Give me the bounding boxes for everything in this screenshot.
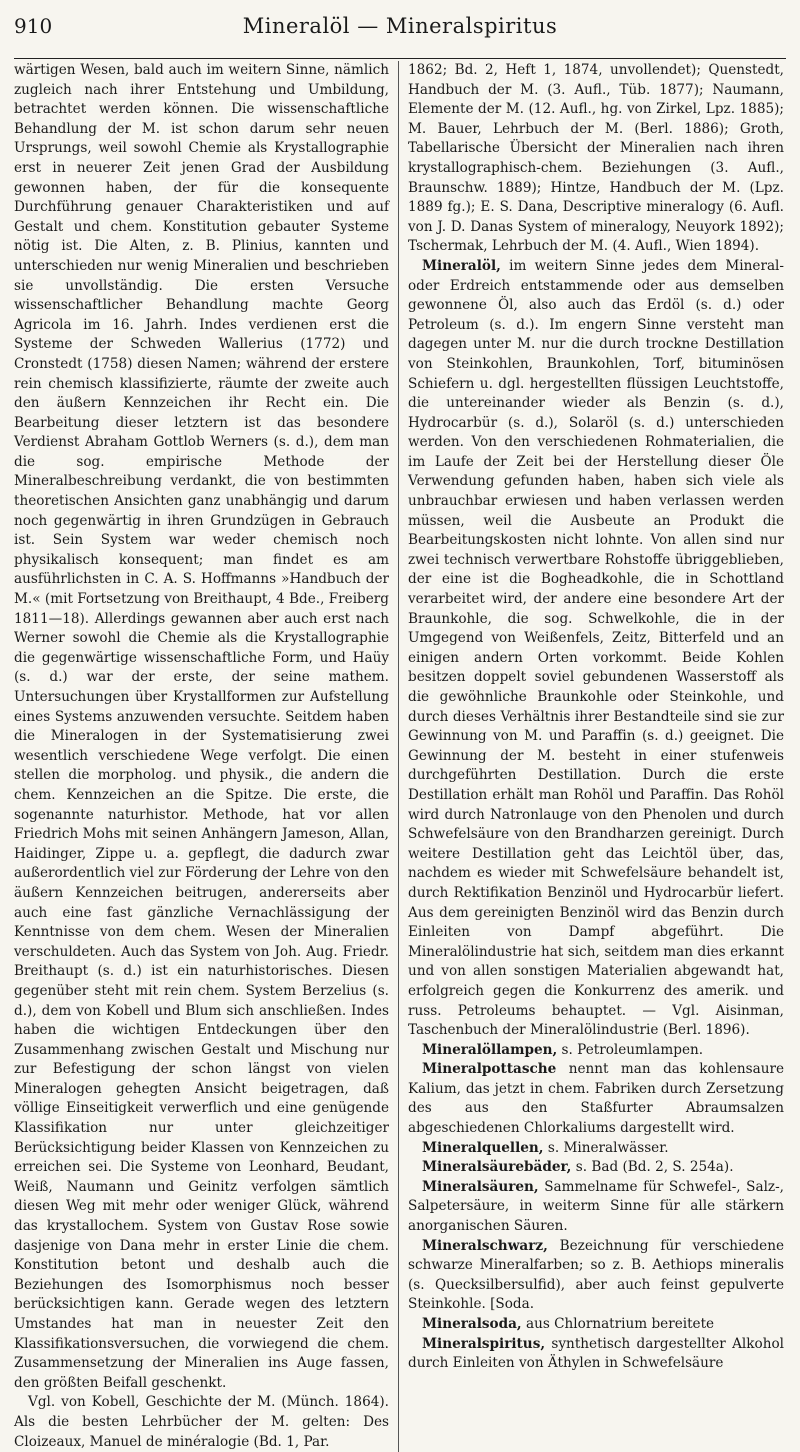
- entry-text: s. Petroleumlampen.: [557, 1041, 704, 1058]
- entry-text: s. Mineralwässer.: [543, 1139, 669, 1156]
- lemma-mineralschwarz: Mineralschwarz,: [422, 1237, 548, 1254]
- entry-text: synthetisch dargestellter Alkohol durch Einleiten von Äthylen in Schwefelsäure: [408, 1335, 784, 1372]
- entry-mineralspiritus: [408, 1335, 784, 1374]
- lemma-mineraloellampen: Mineralöllampen,: [422, 1041, 558, 1058]
- entry-mineralsaeurebaeder: [408, 1158, 784, 1178]
- lemma-mineralquellen: Mineralquellen,: [422, 1139, 544, 1156]
- entry-mineralquellen: [408, 1139, 784, 1159]
- mineralogie-history-paragraph: wärtigen Wesen, bald auch im weitern Sinne, nämlich zugleich nach ihrer Entstehung und Umbildung, betrachtet werden können. Die wissenschaftliche Behandlung der M. ist schon darum sehr neuen Ursprungs, weil sowohl Chemie als Krystallographie erst in neuerer Zeit jenen Grad der Ausbildung gewonnen haben, der für die konsequente Durchführung genauer Charakteristiken und auf Gestalt und chem. Konstitution gebauter Systeme nötig ist. Die Alten, z. B. Plinius, kannten und unterschieden nur wenig Mineralien und beschrieben sie unvollständig. Die ersten Versuche wissenschaftlicher Behandlung machte Georg Agricola im 16. Jahrh. Indes verdienen erst die Systeme der Schweden Wallerius (1772) und Cronstedt (1758) diesen Namen; während der erstere rein chemisch klassifizierte, räumte der zweite auch den äußern Kennzeichen ihr Recht ein. Die Bearbeitung dieser letztern ist das besondere Verdienst Abraham Gottlob Werners (s. d.), dem man die sog. empirische Methode der Mineralbeschreibung verdankt, die von bestimmten theoretischen Ansichten ganz unabhängig und darum noch gegenwärtig in ihren Grundzügen in Gebrauch ist. Sein System war weder chemisch noch physikalisch konsequent; man findet es am ausführlichsten in C. A. S. Hoffmanns »Handbuch der M.« (mit Fortsetzung von Breithaupt, 4 Bde., Freiberg 1811—18). Allerdings gewannen aber auch erst nach Werner sowohl die Chemie als die Krystallographie die gegenwärtige wissenschaftliche Form, und Haüy (s. d.) war der erste, der seine mathem. Untersuchungen über Krystallformen zur Aufstellung eines Systems anzuwenden versuchte. Seitdem haben die Mineralogen in der Systematisierung zwei wesentlich verschiedene Wege verfolgt. Die einen stellen die morpholog. und physik., die andern die chem. Kennzeichen an die Spitze. Die erste, die sogenannte naturhistor. Methode, hat vor allen Friedrich Mohs mit seinen Anhängern Jameson, Allan, Haidinger, Zippe u. a. gepflegt, die dadurch zwar außerordentlich viel zur Förderung der Lehre von den äußern Kennzeichen beitrugen, andererseits aber auch eine fast gänzliche Vernachlässigung der Kenntnisse von dem chem. Wesen der Mineralien verschuldeten. Auch das System von Joh. Aug. Friedr. Breithaupt (s. d.) ist ein naturhistorisches. Diesen gegenüber steht mit rein chem. System Berzelius (s. d.), dem von Kobell und Blum sich anschließen. Indes haben die wichtigen Entdeckungen über den Zusammenhang zwischen Gestalt und Mischung nur zur Befestigung der schon längst von vielen Mineralogen gehegten Ansicht beigetragen, daß völlige Einseitigkeit verwerflich und eine genügende Klassifikation nur unter gleichzeitiger Berücksichtigung beider Klassen von Kennzeichen zu erreichen sei. Die Systeme von Leonhard, Beudant, Weiß, Naumann und Geinitz verfolgen sämtlich diesen Weg mit mehr oder weniger Glück, während das krystallochem. System von Gustav Rose sowie dasjenige von Dana mehr in erster Linie die chem. Konstitution betont und deshalb auch die Beziehungen des Isomorphismus noch besser berücksichtigen kann. Gerade wegen des letztern Umstandes hat man in neuester Zeit den Klassifikationsversuchen, die vorwiegend die chem. Zusammensetzung der Mineralien ins Auge fassen, den größten Beifall geschenkt.: [14, 62, 389, 1391]
- lemma-mineraloel: Mineralöl,: [422, 257, 501, 274]
- entry-text: im weitern Sinne jedes dem Mineral- oder Erdreich entstammende oder aus demselben gewonnene Öl, also auch das Erdöl (s. d.) oder Petroleum (s. d.). Im engern Sinne versteht man dagegen unter M. nur die durch trockne Destillation von Steinkohlen, Braunkohlen, Torf, bituminösen Schiefern u. dgl. hergestellten flüssigen Leuchtstoffe, die untereinander wieder als Benzin (s. d.), Hydrocarbür (s. d.), Solaröl (s. d.) unterschieden werden. Von den verschiedenen Rohmaterialien, die im Laufe der Zeit bei der Herstellung dieser Öle Verwendung gefunden haben, haben sich viele als unbrauchbar erwiesen und haben verlassen werden müssen, weil die Ausbeute an Produkt die Bearbeitungskosten nicht lohnte. Von allen sind nur zwei technisch verwertbare Rohstoffe übriggeblieben, der eine ist die Bogheadkohle, die in Schottland verarbeitet wird, der andere eine besondere Art der Braunkohle, die sog. Schwelkohle, die in der Umgegend von Weißenfels, Zeitz, Bitterfeld und an einigen andern Orten vorkommt. Beide Kohlen besitzen doppelt soviel gebundenen Wasserstoff als die gewöhnliche Braunkohle oder Steinkohle, und durch dieses Verhältnis ihrer Bestandteile sind sie zur Gewinnung von M. und Paraffin (s. d.) geeignet. Die Gewinnung der M. besteht in einer stufenweis durchgeführten Destillation. Durch die erste Destillation erhält man Rohöl und Paraffin. Das Rohöl wird durch Natronlauge von den Phenolen und durch Schwefelsäure von den Brandharzen gereinigt. Durch weitere Destillation geht das Leichtöl über, das, nachdem es wieder mit Schwefelsäure behandelt ist, durch Rektifikation Benzinöl und Hydrocarbür liefert. Aus dem gereinigten Benzinöl wird das Benzin durch Einleiten von Dampf abgeführt. Die Mineralölindustrie hat sich, seitdem man dies erkannt und von allen sonstigen Materialien abgewandt hat, erfolgreich gegen die Konkurrenz des amerik. und russ. Petroleums behauptet. — Vgl. Aisinman, Taschenbuch der Mineralölindustrie (Berl. 1896).: [408, 257, 784, 1039]
- entry-mineralpottasche: [408, 1060, 784, 1138]
- literature-paragraph: Vgl. von Kobell, Geschichte der M. (Münch. 1864). Als die besten Lehrbücher der M. gelten: Des Cloizeaux, Manuel de minéralogie (Bd. 1, Par.: [14, 1394, 389, 1450]
- entry-mineralschwarz: [408, 1237, 784, 1315]
- entry-text: nennt man das kohlensaure Kalium, das jetzt in chem. Fabriken durch Zersetzung des aus den Staßfurter Abraumsalzen abgeschiedenen Chlorkaliums dargestellt wird.: [408, 1061, 784, 1137]
- entry-text: Bezeichnung für verschiedene schwarze Mineralfarben; so z. B. Aethiops mineralis (s. Quecksilbersulfid), aber auch feinst gepulverte Steinkohle. [Soda.: [408, 1237, 784, 1313]
- running-head: Mineralöl — Mineralspiritus: [242, 14, 558, 38]
- text-columns: [14, 61, 786, 1452]
- entry-text: s. Bad (Bd. 2, S. 254a).: [571, 1159, 734, 1176]
- entry-mineralsoda: [408, 1315, 784, 1335]
- lemma-mineralpottasche: Mineralpottasche: [422, 1061, 557, 1078]
- lemma-mineralsaeurebaeder: Mineralsäurebäder,: [422, 1159, 572, 1176]
- entry-text: Sammelname für Schwefel-, Salz-, Salpetersäure, in weiterm Sinne für alle stärkern anorganischen Säuren.: [408, 1178, 784, 1235]
- entry-text: aus Chlornatrium bereitete: [521, 1316, 715, 1332]
- right-column: [399, 61, 784, 1452]
- page-number: 910: [14, 14, 53, 38]
- entry-mineralsaeuren: [408, 1178, 784, 1237]
- page-header: [14, 14, 786, 59]
- lemma-mineralsaeuren: Mineralsäuren,: [422, 1178, 539, 1195]
- lemma-mineralspiritus: Mineralspiritus,: [422, 1335, 546, 1352]
- literature-continuation: 1862; Bd. 2, Heft 1, 1874, unvollendet); Quenstedt, Handbuch der M. (3. Aufl., Tüb. 1877); Naumann, Elemente der M. (12. Aufl., hg. von Zirkel, Lpz. 1885); M. Bauer, Lehrbuch der M. (Berl. 1886); Groth, Tabellarische Übersicht der Mineralien nach ihren krystallographisch-chem. Beziehungen (3. Aufl., Braunschw. 1889); Hintze, Handbuch der M. (Lpz. 1889 fg.); E. S. Dana, Descriptive mineralogy (6. Aufl. von J. D. Danas System of mineralogy, Neuyork 1892); Tschermak, Lehrbuch der M. (4. Aufl., Wien 1894).: [408, 62, 784, 255]
- lemma-mineralsoda: Mineralsoda,: [422, 1316, 522, 1332]
- entry-mineraloellampen: [408, 1041, 784, 1061]
- left-column: [14, 61, 399, 1452]
- entry-mineraloel: [408, 257, 784, 1041]
